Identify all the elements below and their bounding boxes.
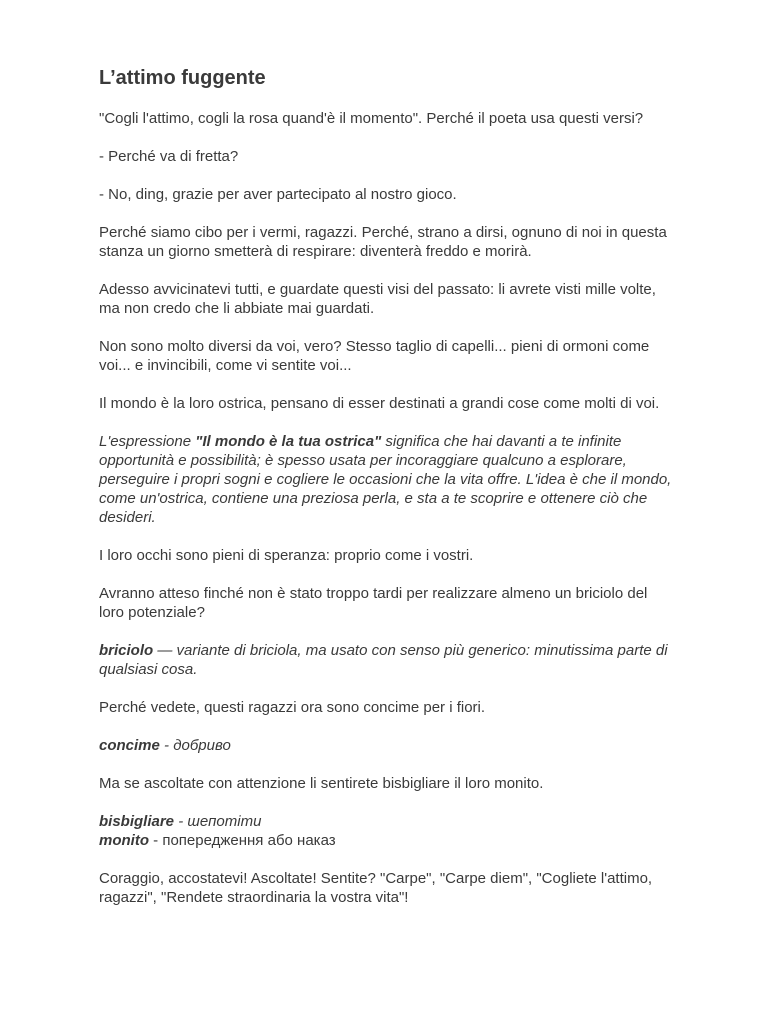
note-briciolo-term: briciolo bbox=[99, 642, 154, 659]
paragraph-9: Avranno atteso finché non è stato troppo tardi per realizzare almeno un briciolo del loro potenziale? bbox=[99, 585, 648, 621]
paragraph-11: Ma se ascoltate con attenzione li sentirete bisbigliare il loro monito. bbox=[99, 775, 544, 792]
note-ostrica-term: "Il mondo è la tua ostrica" bbox=[195, 433, 382, 450]
paragraph-8: I loro occhi sono pieni di speranza: proprio come i vostri. bbox=[99, 547, 474, 564]
note-briciolo bbox=[99, 641, 674, 679]
document-body bbox=[99, 64, 674, 926]
paragraph-5: Adesso avvicinatevi tutti, e guardate questi visi del passato: li avrete visti mille volte, ma non credo che li abbiate mai guardati. bbox=[99, 281, 656, 317]
paragraph-10: Perché vedete, questi ragazzi ora sono concime per i fiori. bbox=[99, 699, 486, 716]
note-concime-text: - добриво bbox=[159, 737, 231, 754]
note-bisbigliare-term: bisbigliare bbox=[99, 813, 175, 830]
note-bisbigliare bbox=[99, 812, 674, 831]
paragraph-2: - Perché va di fretta? bbox=[99, 148, 239, 165]
paragraph-3: - No, ding, grazie per aver partecipato al nostro gioco. bbox=[99, 186, 457, 203]
paragraph-7: Il mondo è la loro ostrica, pensano di esser destinati a grandi cose come molti di voi. bbox=[99, 395, 660, 412]
note-concime-term: concime bbox=[99, 737, 160, 754]
page-title: L’attimo fuggente bbox=[99, 67, 266, 89]
note-bisbigliare-text: - шепотіти bbox=[174, 813, 262, 830]
paragraph-1: "Cogli l'attimo, cogli la rosa quand'è il momento". Perché il poeta usa questi versi? bbox=[99, 110, 644, 127]
note-ostrica-text: significa che hai davanti a te infinite opportunità e possibilità; è spesso usata per incoraggiare qualcuno a esplorare, perseguire i propri sogni e cogliere le occasioni che la vita offre. L'idea è che il mondo, come un'ostrica, contiene una preziosa perla, e sta a te scoprire e ottenere ciò che desideri. bbox=[99, 433, 672, 526]
paragraph-12: Coraggio, accostatevi! Ascoltate! Sentite? "Carpe", "Carpe diem", "Cogliete l'attimo, ragazzi", "Rendete straordinaria la vostra vita"! bbox=[99, 870, 653, 906]
paragraph-4: Perché siamo cibo per i vermi, ragazzi. Perché, strano a dirsi, ognuno di noi in questa stanza un giorno smetterà di respirare: diventerà freddo e morirà. bbox=[99, 224, 667, 260]
note-briciolo-text: — variante di briciola, ma usato con senso più generico: minutissima parte di qualsiasi cosa. bbox=[99, 642, 668, 678]
paragraph-6: Non sono molto diversi da voi, vero? Stesso taglio di capelli... pieni di ormoni come voi... e invincibili, come vi sentite voi... bbox=[99, 338, 650, 374]
note-ostrica-prefix: L'espressione bbox=[99, 433, 196, 450]
note-monito-term: monito bbox=[99, 832, 149, 849]
note-ostrica bbox=[99, 432, 674, 527]
note-concime bbox=[99, 736, 674, 755]
note-monito bbox=[99, 831, 674, 850]
note-monito-text: - попередження або наказ bbox=[149, 832, 336, 849]
